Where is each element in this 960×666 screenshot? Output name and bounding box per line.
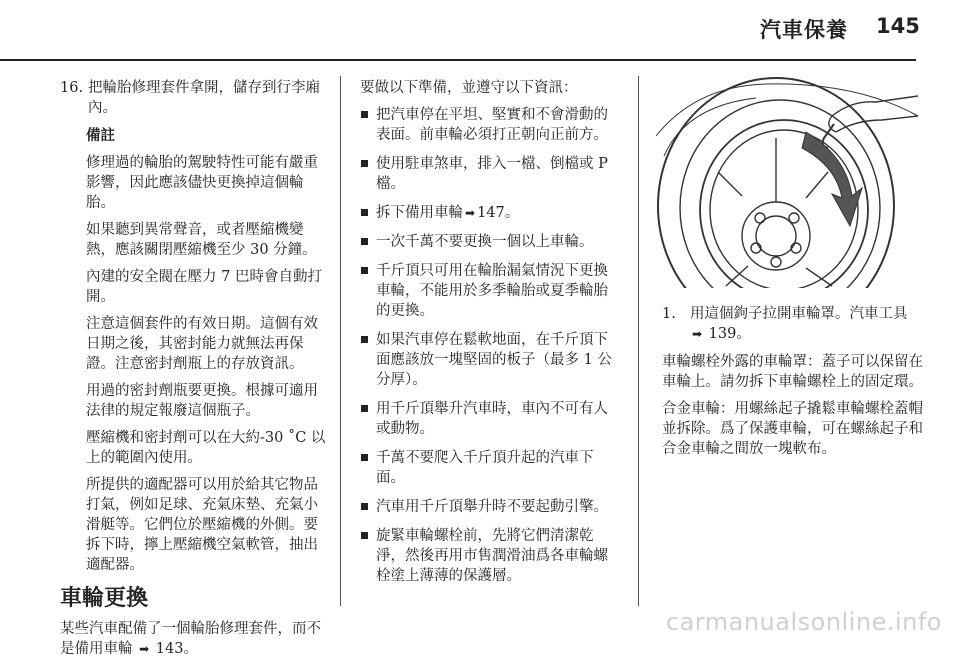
page-reference-link[interactable]: 147。 [477,205,520,221]
list-item [360,154,622,194]
list-item [360,105,622,145]
left-column [60,78,328,666]
header-rule [0,59,916,61]
wheel-cover-illustration [656,76,918,288]
intro-paragraph [60,619,328,659]
page-number: 145 [876,14,920,38]
list-item-text: 如果汽車停在鬆軟地面，在千斤頂下面應該放一塊堅固的板子（最多 1 公分厚）。 [376,332,612,388]
step-text: 把輪胎修理套件拿開，儲存到行李廂內。 [88,80,320,116]
note-paragraph: 修理過的輪胎的駕駛特性可能有嚴重影響，因此應該儘快更換掉這個輪胎。 [86,155,318,211]
preparation-list [360,105,622,586]
wheel-cover-paragraph: 車輪螺栓外露的車輪罩：蓋子可以保留在車輪上。請勿拆下車輪螺栓上的固定環。 [662,354,923,390]
list-item [360,448,622,488]
wheel-cover-drawing [656,76,918,288]
note-paragraph: 注意這個套件的有效日期。這個有效日期之後，其密封能力就無法再保證。注意密封劑瓶上的存放資訊。 [86,316,318,372]
intro-text: 某些汽車配備了一個輪胎修理套件，而不是備用車輪 [60,621,321,657]
list-item-text: 一次千萬不要更換一個以上車輪。 [376,234,594,250]
note-paragraph: 所提供的適配器可以用於給其它物品打氣，例如足球、充氣床墊、充氣小滑艇等。它們位於壓縮機的外側。要拆下時，擰上壓縮機空氣軟管，抽出適配器。 [86,477,318,573]
note-block [86,126,328,575]
step-text [690,304,924,344]
right-column [662,304,924,466]
note-paragraph: 如果聽到異常聲音，或者壓縮機變熱，應該關閉壓縮機至少 30 分鐘。 [86,222,317,258]
list-item [360,330,622,390]
list-item-text: 汽車用千斤頂舉升時不要起動引擎。 [376,499,608,515]
list-item-text: 使用駐車煞車，排入一檔、倒檔或 P 檔。 [376,156,608,192]
note-paragraph: 壓縮機和密封劑可以在大約-30 ˚C 以上的範圍內使用。 [86,430,326,466]
list-item [360,203,622,223]
step-1 [662,304,924,344]
page-reference-arrow-icon: ➡ [139,642,150,656]
preparation-intro: 要做以下準備，並遵守以下資訊： [360,80,578,96]
list-item-text: 旋緊車輪螺栓前，先將它們清潔乾淨，然後再用市售潤滑油爲各車輪螺栓塗上薄薄的保護層。 [376,528,608,584]
column-divider-right [638,76,639,606]
middle-column [360,78,622,595]
note-paragraph: 內建的安全閥在壓力 7 巴時會自動打開。 [86,269,322,305]
step-16 [60,78,328,118]
list-item [360,526,622,586]
list-item [360,497,622,517]
list-item [360,261,622,321]
list-item-text: 把汽車停在平坦、堅實和不會滑動的表面。前車輪必須打正朝向正前方。 [376,107,608,143]
step-number: 1. [662,306,676,322]
page-reference-arrow-icon: ➡ [465,206,476,220]
step-text-body: 用這個鉤子拉開車輪罩。汽車工具 [690,306,908,322]
list-item [360,232,622,252]
list-item-text: 千斤頂只可用在輪胎漏氣情況下更換車輪，不能用於多季輪胎或夏季輪胎的更換。 [376,263,608,319]
step-number: 16. [60,80,84,96]
section-heading: 車輪更換 [60,586,149,611]
note-heading: 備註 [86,127,115,144]
alloy-wheel-paragraph: 合金車輪：用螺絲起子撬鬆車輪螺栓蓋帽並拆除。爲了保護車輪，可在螺絲起子和合金車輪之間放一塊軟布。 [662,401,923,457]
list-item-text: 用千斤頂舉升汽車時，車內不可有人或動物。 [376,401,608,437]
list-item-text: 拆下備用車輪 [376,205,463,221]
page-reference-link[interactable]: 143。 [155,641,198,657]
column-divider-left [340,76,341,606]
note-paragraph: 用過的密封劑瓶要更換。根據可適用法律的規定報廢這個瓶子。 [86,383,318,419]
chapter-title: 汽車保養 [760,18,848,42]
list-item-text: 千萬不要爬入千斤頂升起的汽車下面。 [376,450,594,486]
watermark: carmanualsonline.info [665,608,942,636]
page-reference-arrow-icon: ➡ [692,327,703,341]
page-reference-link[interactable]: 139。 [708,326,751,342]
list-item [360,399,622,439]
